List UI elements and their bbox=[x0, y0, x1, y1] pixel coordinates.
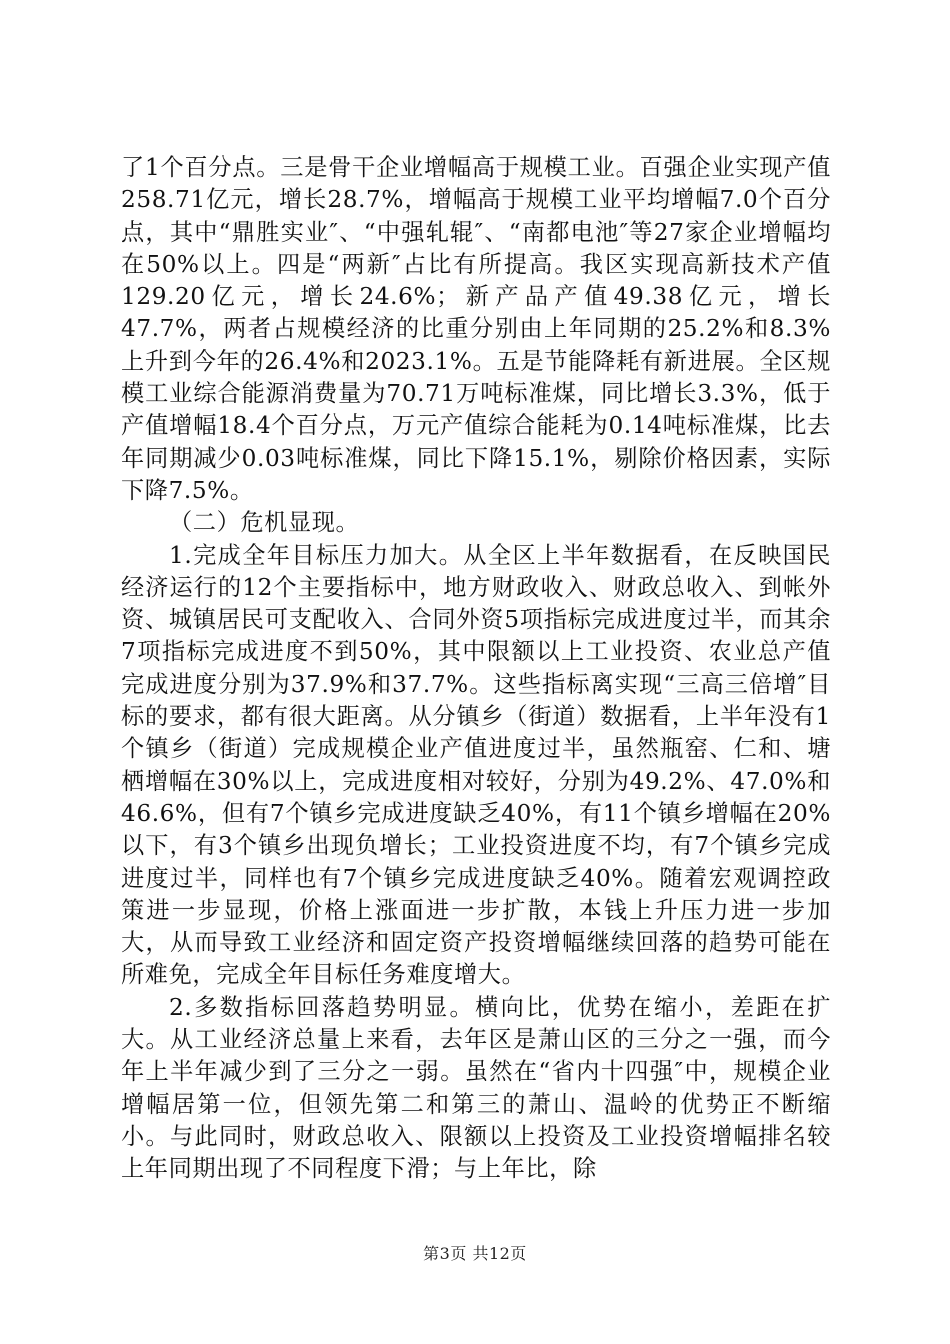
paragraph-indicators-decline: 2.多数指标回落趋势明显。横向比，优势在缩小，差距在扩大。从工业经济总量上来看，去年区是萧山区的三分之一强，而今年上半年减少到了三分之一弱。虽然在“省内十四强″中，规模企业增幅居第一位，但领先第二和第三的萧山、温岭的优势正不断缩小。与此同时，财政总收入、限额以上投资及工业投资增幅排名较上年同期出现了不同程度下滑；与上年比，除 bbox=[121, 993, 831, 1183]
paragraph-continuation: 了1个百分点。三是骨干企业增幅高于规模工业。百强企业实现产值258.71亿元，增长28.7%，增幅高于规模工业平均增幅7.0个百分点，其中“鼎胜实业″、“中强轧辊″、“南都电池″等27家企业增幅均在50%以上。四是“两新″占比有所提高。我区实现高新技术产值129.20亿元，增长24.6%；新产品产值49.38亿元，增长47.7%，两者占规模经济的比重分别由上年同期的25.2%和8.3%上升到今年的26.4%和2023.1%。五是节能降耗有新进展。全区规模工业综合能源消费量为70.71万吨标准煤，同比增长3.3%，低于产值增幅18.4个百分点，万元产值综合能耗为0.14吨标准煤，比去年同期减少0.03吨标准煤，同比下降15.1%，剔除价格因素，实际下降7.5%。 bbox=[121, 154, 831, 504]
page-number-footer: 第3页 共12页 bbox=[423, 1244, 527, 1263]
paragraph-annual-target-pressure: 1.完成全年目标压力加大。从全区上半年数据看，在反映国民经济运行的12个主要指标中，地方财政收入、财政总收入、到帐外资、城镇居民可支配收入、合同外资5项指标完成进度过半，而其余7项指标完成进度不到50%，其中限额以上工业投资、农业总产值完成进度分别为37.9%和37.7%。这些指标离实现“三高三倍增″目标的要求，都有很大距离。从分镇乡（街道）数据看，上半年没有1个镇乡（街道）完成规模企业产值进度过半，虽然瓶窑、仁和、塘栖增幅在30%以上，完成进度相对较好，分别为49.2%、47.0%和46.6%，但有7个镇乡完成进度缺乏40%，有11个镇乡增幅在20%以下，有3个镇乡出现负增长；工业投资进度不均，有7个镇乡完成进度过半，同样也有7个镇乡完成进度缺乏40%。随着宏观调控政策进一步显现，价格上涨面进一步扩散，本钱上升压力进一步加大，从而导致工业经济和固定资产投资增幅继续回落的趋势可能在所难免，完成全年目标任务难度增大。 bbox=[121, 541, 831, 989]
body-text bbox=[121, 152, 831, 1186]
section-heading-crisis: （二）危机显现。 bbox=[169, 509, 360, 537]
